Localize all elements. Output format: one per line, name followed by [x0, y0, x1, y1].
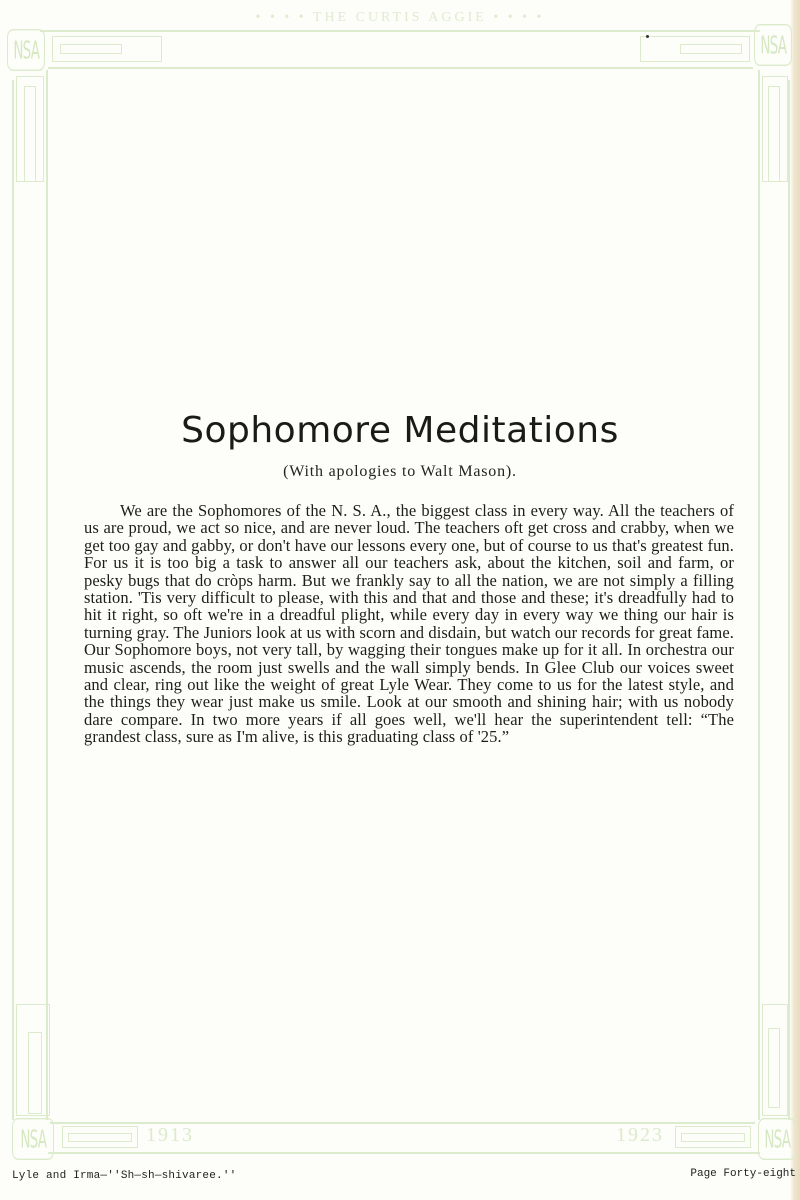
nsa-monogram-text: NSA	[13, 35, 39, 65]
nsa-monogram-bottom-right	[758, 1118, 796, 1160]
year-1913: 1913	[146, 1124, 194, 1146]
border-right-outer	[788, 80, 790, 1120]
border-top-left-bar-inner	[60, 44, 122, 54]
border-top-outer	[40, 30, 760, 32]
article-subtitle: (With apologies to Walt Mason).	[283, 463, 517, 480]
border-bottom-inner	[48, 1152, 760, 1154]
border-top-inner	[48, 67, 753, 69]
border-bottom-left-bar-inner	[68, 1133, 132, 1142]
page-edge-strip	[790, 0, 800, 1200]
nsa-monogram-bottom-left	[12, 1118, 54, 1160]
nsa-monogram-text: NSA	[20, 1124, 46, 1154]
border-left-top-post-inner	[24, 86, 36, 182]
article-body: We are the Sophomores of the N. S. A., the biggest class in every way. All the teachers of us are proud, we act so nice, and are never loud. The teachers oft get cross and crabby, when we get too gay and gabby, or don't have our lessons every one, but of course to us that's greatest fun. For us it is too big a task to answer all our teachers ask, about the kitchen, soil and farm, or pesky bugs that do cròps harm. But we frankly say to all the nation, we are not simply a filling station. 'Tis very difficult to please, with this and that and those and these; it's dreadfully had to hit it right, so oft we're in a dreadful plight, while every day in every way we thing our hair is turning gray. The Juniors look at us with scorn and disdain, but watch our records for great fame. Our Sophomore boys, not very tall, by wagging their tongues make up for it all. In orchestra our music ascends, the room just swells and the wall simply bends. In Glee Club our voices sweet and clear, ring out like the weight of great Lyle Wear. They come to us for the latest style, and the things they wear just make us smile. Look at our smooth and shining hair; with us nobody dare compare. In two more years if all goes well, we'll hear the superintendent tell: “The grandest class, sure as I'm alive, is this graduating class of '25.”	[84, 501, 734, 747]
border-left-inner	[46, 70, 48, 1120]
year-1923: 1923	[616, 1124, 664, 1146]
border-right-top-post-inner	[768, 86, 780, 182]
nsa-monogram-top-left	[7, 29, 45, 71]
nsa-monogram-text: NSA	[764, 1124, 790, 1154]
border-left-outer	[12, 80, 14, 1120]
nsa-monogram-text: NSA	[760, 30, 786, 60]
border-bottom-right-bar-inner	[681, 1133, 745, 1142]
border-right-inner	[758, 70, 760, 1120]
running-head: • • • • THE CURTIS AGGIE • • • •	[255, 10, 545, 25]
border-left-bottom-post-inner	[28, 1032, 42, 1114]
article-title: Sophomore Meditations	[181, 410, 619, 451]
print-speck	[646, 35, 649, 38]
border-top-right-bar-inner	[680, 44, 742, 54]
border-right-bottom-post-inner	[768, 1028, 780, 1108]
photo-caption: Lyle and Irma—''Sh—sh—shivaree.''	[12, 1170, 237, 1182]
nsa-monogram-top-right	[754, 24, 792, 66]
page-number: Page Forty-eight	[690, 1168, 796, 1180]
